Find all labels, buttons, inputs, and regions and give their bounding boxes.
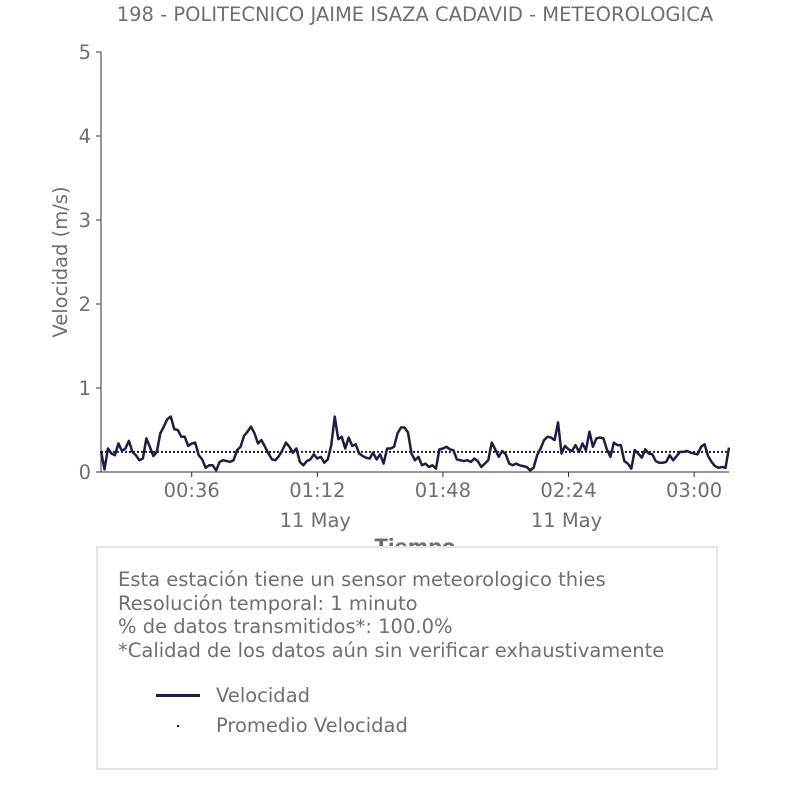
x-tick-date-label: 11 May (530, 509, 603, 532)
info-text (118, 568, 664, 662)
y-tick-label: 5 (78, 41, 91, 64)
x-tick-label: 00:36 (163, 479, 220, 502)
info-box (96, 546, 718, 770)
info-line-sensor: Esta estación tiene un sensor meteorologico thies (118, 568, 606, 591)
legend-item-promedio (156, 710, 408, 740)
legend-label-promedio: Promedio Velocidad (216, 713, 408, 737)
x-tick-label: 01:12 (289, 479, 346, 502)
series-layer (101, 417, 729, 471)
x-tick-label: 01:48 (414, 479, 472, 502)
y-axis-label: Velocidad (m/s) (49, 186, 72, 338)
y-tick-label: 1 (78, 377, 91, 400)
info-line-transmitted: % de datos transmitidos*: 100.0% (118, 615, 453, 638)
y-tick-label: 0 (78, 461, 91, 484)
y-tick-label: 4 (78, 125, 91, 148)
legend-item-velocidad (156, 680, 408, 710)
chart-title: 198 - POLITECNICO JAIME ISAZA CADAVID - METEOROLOGICA (116, 3, 714, 26)
x-tick-date-label: 11 May (279, 509, 351, 532)
y-axis-ticks (79, 41, 101, 484)
info-line-quality: *Calidad de los datos aún sin verificar exhaustivamente (118, 638, 665, 662)
info-line-resolution: Resolución temporal: 1 minuto (118, 591, 418, 615)
legend (156, 680, 408, 740)
x-tick-label: 02:24 (540, 479, 597, 502)
legend-dot-swatch (156, 715, 200, 735)
x-axis-ticks (164, 472, 723, 532)
series-line-velocidad (101, 417, 729, 471)
y-tick-label: 3 (78, 209, 91, 232)
legend-line-swatch (156, 685, 200, 705)
x-tick-label: 03:00 (666, 479, 723, 502)
y-tick-label: 2 (78, 293, 91, 316)
legend-label-velocidad: Velocidad (216, 683, 311, 707)
